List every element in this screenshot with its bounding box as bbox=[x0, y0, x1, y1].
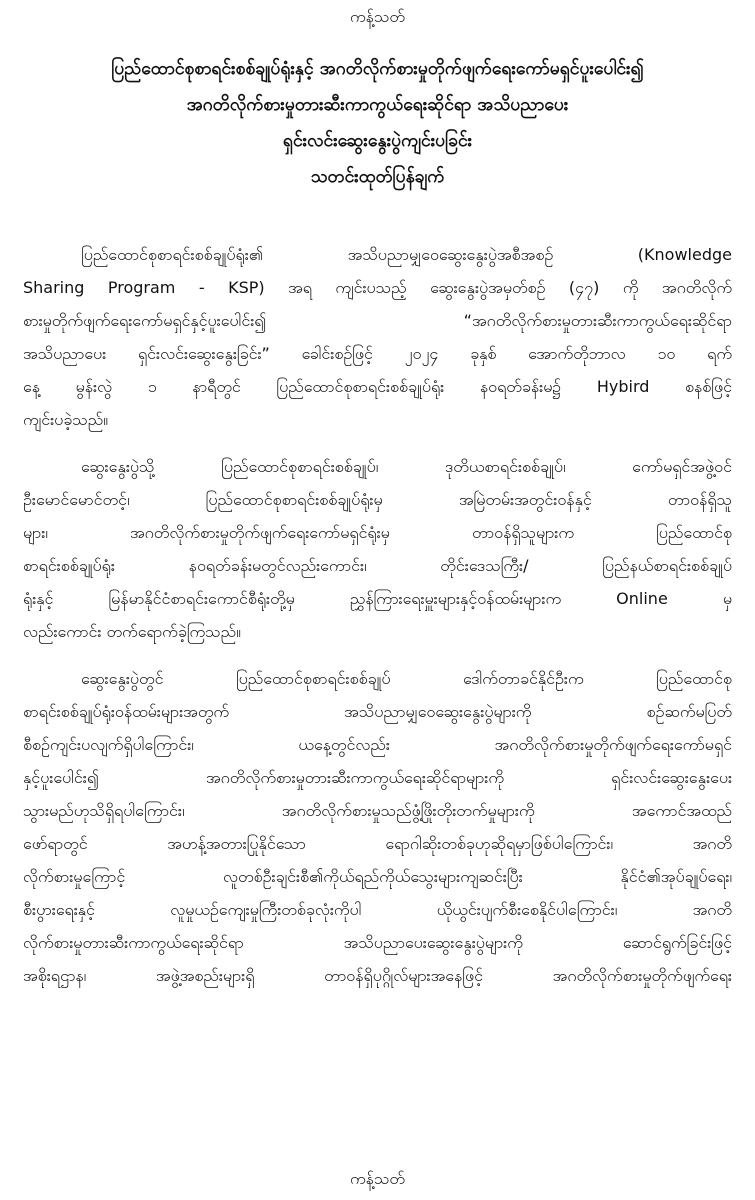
paragraph-2-line: ဦးမောင်မောင်တင့်၊ ပြည်ထောင်စုစာရင်းစစ်ချုပ်ရုံးမှ အမြဲတမ်းအတွင်းဝန်နှင့် တာဝန်ရှိသူ bbox=[23, 490, 732, 509]
paragraph-2 bbox=[23, 450, 732, 648]
paragraph-1-line: Sharing Program - KSP) အရ ကျင်းပသည့် ဆွေးနွေးပွဲအမှတ်စဉ် (၄၇) ကို အဂတိလိုက် bbox=[23, 278, 732, 297]
paragraph-3-line: စီစဉ်ကျင်းပလျက်ရှိပါကြောင်း၊ ယနေ့တွင်လည်း အဂတိလိုက်စားမှုတိုက်ဖျက်ရေးကော်မရှင် bbox=[23, 735, 732, 754]
paragraph-1-line: အသိပညာပေး ရှင်းလင်းဆွေးနွေးခြင်း” ခေါင်းစဉ်ဖြင့် ၂၀၂၄ ခုနှစ် အောက်တိုဘာလ ၁၀ ရက် bbox=[23, 344, 732, 363]
paragraph-3-line: စာရင်းစစ်ချုပ်ရုံးဝန်ထမ်းများအတွက် အသိပညာမျှဝေဆွေးနွေးပွဲများကို စဉ်ဆက်မပြတ် bbox=[23, 702, 732, 721]
paragraph-3-line: ဆွေးနွေးပွဲတွင် ပြည်ထောင်စုစာရင်းစစ်ချုပ် ဒေါက်တာခင်နိုင်ဦးက ပြည်ထောင်စု bbox=[81, 669, 732, 688]
paragraph-3-line: သွားမည်ဟုသိရှိရပါကြောင်း၊ အဂတိလိုက်စားမှုသည်ဖွံ့ဖြိုးတိုးတက်မှုများကို အကောင်အထည် bbox=[23, 801, 732, 820]
paragraph-1-line: နေ့ မွန်းလွဲ ၁ နာရီတွင် ပြည်ထောင်စုစာရင်းစစ်ချုပ်ရုံး နဝရတ်ခန်းမ၌ Hybird စနစ်ဖြင့် bbox=[23, 377, 732, 396]
title-line-2: အဂတိလိုက်စားမှုတားဆီးကာကွယ်ရေးဆိုင်ရာ အသိပညာပေး bbox=[186, 95, 569, 115]
paragraph-3-line: ဖော်ရာတွင် အဟန့်အတားပြုနိုင်သော ရောဂါဆိုးတစ်ခုဟုဆိုရမှာဖြစ်ပါကြောင်း၊ အဂတိ bbox=[23, 834, 732, 853]
title-line-1: ပြည်ထောင်စုစာရင်းစစ်ချုပ်ရုံးနှင့် အဂတိလိုက်စားမှုတိုက်ဖျက်ရေးကော်မရှင်ပူးပေါင်း၍ bbox=[111, 59, 644, 79]
classification-header: ကန့်သတ် bbox=[350, 7, 405, 26]
paragraph-2-line: ရုံးနှင့် မြန်မာနိုင်ငံစာရင်းကောင်စီရုံးတို့မှ ညွှန်ကြားရေးမှူးများနှင့်ဝန်ထမ်းများက Online မှ bbox=[23, 589, 732, 608]
title-block bbox=[20, 58, 735, 188]
paragraph-3 bbox=[23, 662, 732, 992]
paragraph-3-line: စီးပွားရေးနှင့် လူမှုယဉ်ကျေးမှုကြီးတစ်ခုလုံးကိုပါ ယိုယွင်းပျက်စီးစေနိုင်ပါကြောင်း၊ အဂတိ bbox=[23, 900, 732, 919]
document-body bbox=[23, 238, 732, 1006]
paragraph-1-line: ပြည်ထောင်စုစာရင်းစစ်ချုပ်ရုံး၏ အသိပညာမျှဝေဆွေးနွေးပွဲအစီအစဉ် (Knowledge bbox=[81, 245, 732, 264]
paragraph-1-line: စားမှုတိုက်ဖျက်ရေးကော်မရှင်နှင့်ပူးပေါင်း၍ “အဂတိလိုက်စားမှုတားဆီးကာကွယ်ရေးဆိုင်ရာ bbox=[23, 311, 732, 330]
title-line-3: ရှင်းလင်းဆွေးနွေးပွဲကျင်းပခြင်း bbox=[282, 131, 473, 151]
paragraph-3-line: လိုက်စားမှုတားဆီးကာကွယ်ရေးဆိုင်ရာ အသိပညာပေးဆွေးနွေးပွဲများကို ဆောင်ရွက်ခြင်းဖြင့် bbox=[23, 933, 732, 952]
paragraph-3-line: နှင့်ပူးပေါင်း၍ အဂတိလိုက်စားမှုတားဆီးကာကွယ်ရေးဆိုင်ရာများကို ရှင်းလင်းဆွေးနွေးပေး bbox=[23, 768, 732, 787]
paragraph-3-line: လိုက်စားမှုကြောင့် လူတစ်ဦးချင်းစီ၏ကိုယ်ရည်ကိုယ်သွေးများကျဆင်းပြီး နိုင်ငံ၏အုပ်ချုပ်ရေး၊ bbox=[23, 867, 732, 886]
paragraph-2-line: ဆွေးနွေးပွဲသို့ ပြည်ထောင်စုစာရင်းစစ်ချုပ်၊ ဒုတိယစာရင်းစစ်ချုပ်၊ ကော်မရှင်အဖွဲ့ဝင် bbox=[81, 457, 732, 476]
paragraph-1 bbox=[23, 238, 732, 436]
paragraph-2-line: လည်းကောင်း တက်ရောက်ခဲ့ကြသည်။ bbox=[23, 622, 241, 641]
paragraph-2-line: စာရင်းစစ်ချုပ်ရုံး နဝရတ်ခန်းမတွင်လည်းကောင်း၊ တိုင်းဒေသကြီး/ ပြည်နယ်စာရင်းစစ်ချုပ် bbox=[23, 556, 732, 575]
paragraph-2-line: များ၊ အဂတိလိုက်စားမှုတိုက်ဖျက်ရေးကော်မရှင်ရုံးမှ တာဝန်ရှိသူများက ပြည်ထောင်စု bbox=[23, 523, 732, 542]
paragraph-3-line: အစိုးရဌာန၊ အဖွဲ့အစည်းများရှိ တာဝန်ရှိပုဂ္ဂိုလ်များအနေဖြင့် အဂတိလိုက်စားမှုတိုက်ဖျက်ရေး bbox=[23, 966, 732, 985]
press-release-subtitle: သတင်းထုတ်ပြန်ချက် bbox=[310, 167, 445, 187]
paragraph-1-line: ကျင်းပခဲ့သည်။ bbox=[23, 410, 109, 429]
classification-footer: ကန့်သတ် bbox=[350, 1169, 405, 1188]
